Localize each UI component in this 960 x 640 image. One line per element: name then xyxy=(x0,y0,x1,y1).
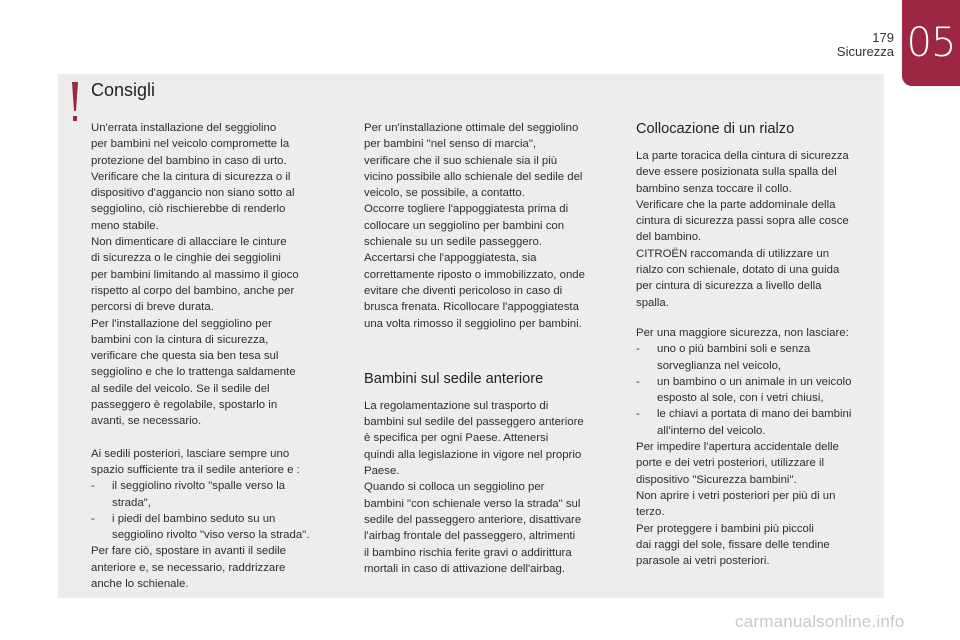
paragraph: Per una maggiore sicurezza, non lasciare: xyxy=(636,326,849,339)
column-1 xyxy=(91,120,341,592)
exclamation-icon xyxy=(70,80,80,124)
list-dash: - xyxy=(91,512,95,525)
paragraph: Un'errata installazione del seggiolino per bambini nel veicolo compromette la protezione del bambino in caso di urto. Verificare che la cintura di sicurezza o il dispositivo d'aggancio non siano sotto al seggiolino, ciò rischierebbe di renderlo meno stabile. Non dimenticare di allacciare le cinture di sicurezza o le cinghie dei seggiolini per bambini limitando al massimo il gioco rispetto al corpo del bambino, anche per percorsi di breve durata. Per l'installazione del seggiolino per bambini con la cintura di sicurezza, verificare che questa sia ben tesa sul seggiolino e che lo trattenga saldamente al sedile del veicolo. Se il sedile del passeggero è regolabile, spostarlo in avanti, se necessario. xyxy=(91,122,299,428)
paragraph: La parte toracica della cintura di sicurezza deve essere posizionata sulla spalla del bambino senza toccare il collo. Verificare che la parte addominale della cintura di sicurezza passi sopra alle cosce del bambino. CITROËN raccomanda di utilizzare un rialzo con schienale, dotato di una guida per cintura di sicurezza a livello della spalla. xyxy=(636,150,849,309)
paragraph: La regolamentazione sul trasporto di bambini sul sedile del passeggero anteriore è specifica per ogni Paese. Attenersi quindi alla legislazione in vigore nel proprio Paese. Quando si colloca un seggiolino per bambini "con schienale verso la strada" sul sedile del passeggero anteriore, disattivare l'airbag frontale del passeggero, altrimenti il bambino rischia ferite gravi o addirittura mortali in caso di attivazione dell'airbag. xyxy=(364,399,584,575)
paragraph: Per impedire l'apertura accidentale delle porte e dei vetri posteriori, utilizzare il dispositivo "Sicurezza bambini". Non aprire i vetri posteriori per più di un terzo. Per proteggere i bambini più piccoli dai raggi del sole, fissare delle tendine parasole ai vetri posteriori. xyxy=(636,441,839,568)
column-3 xyxy=(636,120,884,569)
list-dash: - xyxy=(91,480,95,493)
list-dash: - xyxy=(636,343,640,356)
page-number: 179 xyxy=(872,30,894,45)
chapter-tab xyxy=(902,0,960,86)
list-item xyxy=(91,478,341,511)
list-item xyxy=(636,374,884,407)
list-item xyxy=(91,511,341,544)
list-item-text: i piedi del bambino seduto su un seggiolino rivolto "viso verso la strada". xyxy=(112,512,310,542)
section-label: Sicurezza xyxy=(836,44,894,59)
panel-title: Consigli xyxy=(91,80,156,100)
paragraph: Ai sedili posteriori, lasciare sempre uno spazio sufficiente tra il sedile anteriore e : xyxy=(91,447,300,476)
list-item-text: un bambino o un animale in un veicolo esposto al sole, con i vetri chiusi, xyxy=(657,375,852,405)
list-item-text: uno o più bambini soli e senza sorveglianza nel veicolo, xyxy=(657,343,811,372)
list-item xyxy=(636,341,884,374)
paragraph: Per un'installazione ottimale del seggiolino per bambini "nel senso di marcia", verificare che il suo schienale sia il più vicino possibile allo schienale del sedile del veicolo, se possibile, a contatto. Occorre togliere l'appoggiatesta prima di collocare un seggiolino per bambini con schienale su un sedile passeggero. Accertarsi che l'appoggiatesta, sia correttamente riposto o immobilizzato, onde evitare che diventi pericoloso in caso di brusca frenata. Ricollocare l'appoggiatesta una volta rimosso il seggiolino per bambini. xyxy=(364,122,585,330)
list-dash: - xyxy=(636,375,640,388)
list-item xyxy=(636,406,884,439)
footer-watermark[interactable]: carmanualsonline.info xyxy=(735,612,905,631)
section-heading: Bambini sul sedile anteriore xyxy=(364,370,544,387)
list-item-text: il seggiolino rivolto "spalle verso la strada", xyxy=(112,480,286,509)
list-dash: - xyxy=(636,408,640,421)
section-heading: Collocazione di un rialzo xyxy=(636,121,795,137)
chapter-number: 05 xyxy=(906,20,956,66)
paragraph: Per fare ciò, spostare in avanti il sedile anteriore e, se necessario, raddrizzare anche lo schienale. xyxy=(91,545,287,591)
list-item-text: le chiavi a portata di mano dei bambini all'interno del veicolo. xyxy=(657,408,852,437)
column-2 xyxy=(364,120,614,577)
